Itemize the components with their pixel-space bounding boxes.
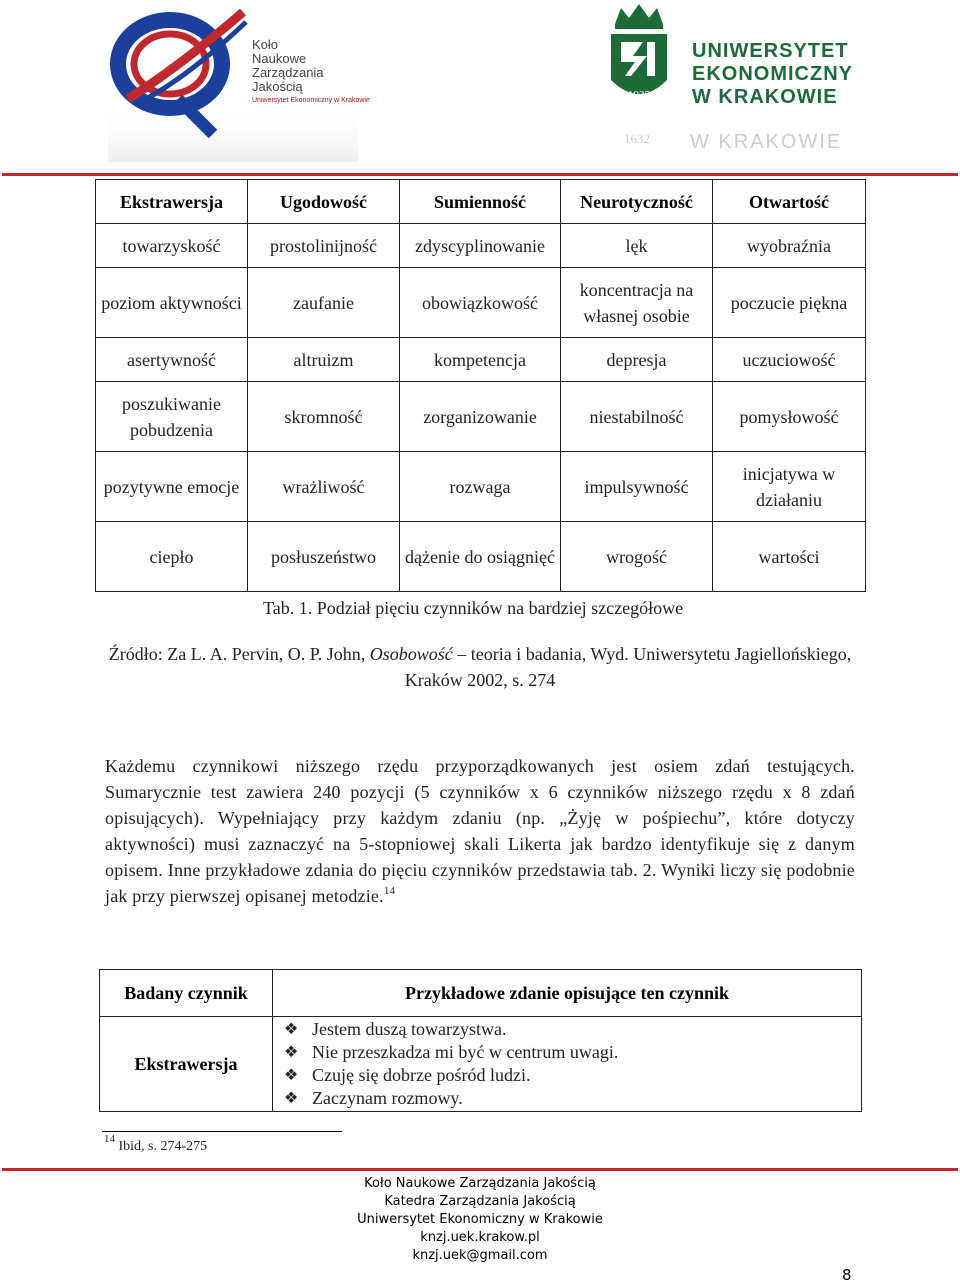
source-title: Osobowość — [369, 644, 453, 664]
diamond-bullet-icon: ❖ — [284, 1044, 299, 1061]
table-cell: inicjatywa w działaniu — [713, 452, 866, 522]
table-cell: towarzyskość — [96, 224, 248, 268]
footer-line: Uniwersytet Ekonomiczny w Krakowie — [357, 1212, 603, 1227]
svg-text:1925: 1925 — [628, 89, 650, 101]
diamond-bullet-icon: ❖ — [284, 1021, 299, 1038]
q-logo-sub: Uniwersytet Ekonomiczny w Krakowie — [252, 97, 370, 104]
footer-website[interactable]: knzj.uek.krakow.pl — [420, 1230, 540, 1245]
table-header-cell: Ekstrawersja — [96, 180, 248, 224]
table-cell: asertywność — [96, 338, 248, 382]
table-cell: posłuszeństwo — [248, 522, 400, 592]
list-item-text: Jestem duszą towarzystwa. — [312, 1019, 507, 1039]
table-cell: ciepło — [96, 522, 248, 592]
list-item-text: Czuję się dobrze pośród ludzi. — [312, 1065, 531, 1085]
list-item — [284, 1064, 860, 1087]
table-row — [96, 268, 866, 338]
footer-divider — [2, 1168, 958, 1171]
table-row — [96, 452, 866, 522]
table-cell: niestabilność — [561, 382, 713, 452]
table-row — [96, 522, 866, 592]
table-row — [100, 1017, 862, 1112]
factor-cell: Ekstrawersja — [100, 1017, 273, 1112]
table-cell: wartości — [713, 522, 866, 592]
q-logo-line: Zarządzania — [252, 65, 324, 80]
list-item — [284, 1087, 860, 1110]
table-cell: zorganizowanie — [400, 382, 561, 452]
factors-table — [95, 179, 866, 592]
table-cell: prostolinijność — [248, 224, 400, 268]
table-header-cell: Ugodowość — [248, 180, 400, 224]
page-number: 8 — [842, 1266, 852, 1284]
table-row — [96, 338, 866, 382]
q-logo-line: Koło — [252, 37, 279, 52]
table-cell: impulsywność — [561, 452, 713, 522]
uek-crest-icon — [603, 2, 675, 114]
table-cell: koncentracja na własnej osobie — [561, 268, 713, 338]
table-cell: skromność — [248, 382, 400, 452]
table-header-cell: Sumienność — [400, 180, 561, 224]
table-row — [96, 382, 866, 452]
source-prefix: Źródło: Za L. A. Pervin, O. P. John, — [108, 644, 370, 664]
table-header-cell: Otwartość — [713, 180, 866, 224]
table-cell: pomysłowość — [713, 382, 866, 452]
table-cell: rozwaga — [400, 452, 561, 522]
uek-name-line: W KRAKOWIE — [692, 86, 838, 108]
table-cell: altruizm — [248, 338, 400, 382]
list-item — [284, 1018, 860, 1041]
table-cell: wyobraźnia — [713, 224, 866, 268]
table-cell: dążenie do osiągnięć — [400, 522, 561, 592]
footnote — [104, 1133, 208, 1155]
q-logo-line: Naukowe — [252, 51, 307, 66]
page-footer — [300, 1175, 660, 1265]
table-header-row — [100, 970, 862, 1017]
table-cell: zaufanie — [248, 268, 400, 338]
footer-email[interactable]: knzj.uek@gmail.com — [412, 1248, 548, 1263]
table-cell: obowiązkowość — [400, 268, 561, 338]
header-divider — [2, 173, 958, 176]
uek-reflection: W KRAKOWIE — [690, 131, 843, 153]
page-header — [0, 0, 960, 172]
table-caption: Tab. 1. Podział pięciu czynników na bardziej szczegółowe — [263, 598, 684, 618]
source-suffix: – teoria i badania, Wyd. Uniwersytetu Jagiellońskiego, Kraków 2002, s. 274 — [404, 644, 852, 690]
example-sentences-table — [99, 969, 862, 1112]
sentence-list — [274, 1018, 860, 1110]
table-cell: uczuciowość — [713, 338, 866, 382]
footer-line: Koło Naukowe Zarządzania Jakością — [364, 1176, 596, 1191]
table-header-row — [96, 180, 866, 224]
table-header-cell: Neurotyczność — [561, 180, 713, 224]
footnote-ref[interactable]: 14 — [383, 885, 396, 897]
q-logo-line: Jakością — [252, 79, 303, 94]
table-cell: poczucie piękna — [713, 268, 866, 338]
table-row — [96, 224, 866, 268]
table-cell: poziom aktywności — [96, 268, 248, 338]
diamond-bullet-icon: ❖ — [284, 1090, 299, 1107]
footnote-text: Ibid, s. 274-275 — [118, 1139, 208, 1154]
uek-name — [692, 40, 853, 109]
table-header-cell: Badany czynnik — [100, 970, 273, 1017]
footnote-divider — [102, 1131, 342, 1132]
list-item — [284, 1041, 860, 1064]
diamond-bullet-icon: ❖ — [284, 1067, 299, 1084]
paragraph-text: Każdemu czynnikowi niższego rzędu przyporządkowanych jest osiem zdań testujących. Sumarycznie test zawiera 240 pozycji (5 czynników x 6 czynników niższego rzędu x 8 zdań opisujących). Wypełniający przy każdym zdaniu (np. „Żyję w pośpiechu”, które dotyczy aktywności) musi zaznaczyć na 5-stopniowej skali Likerta jak bardzo identyfikuje się z danym opisem. Inne przykładowe zdania do pięciu czynników przedstawia tab. 2. Wyniki liczy się podobnie jak przy pierwszej opisanej metodzie. — [105, 756, 855, 906]
table-cell: kompetencja — [400, 338, 561, 382]
footnote-number: 14 — [104, 1133, 115, 1145]
table-cell: poszukiwanie pobudzenia — [96, 382, 248, 452]
table-cell: wrażliwość — [248, 452, 400, 522]
uek-reflection-year: 1632 — [624, 131, 650, 146]
table-cell: wrogość — [561, 522, 713, 592]
list-item-text: Zaczynam rozmowy. — [312, 1088, 463, 1108]
table-cell: lęk — [561, 224, 713, 268]
source-note — [100, 641, 860, 693]
table-cell: depresja — [561, 338, 713, 382]
sentences-cell — [273, 1017, 862, 1112]
uek-name-line: EKONOMICZNY — [692, 63, 853, 85]
q-logo-text — [252, 38, 370, 104]
table-header-cell: Przykładowe zdanie opisujące ten czynnik — [273, 970, 862, 1017]
uek-name-line: UNIWERSYTET — [692, 40, 849, 62]
footer-line: Katedra Zarządzania Jakością — [384, 1194, 576, 1209]
table-cell: pozytywne emocje — [96, 452, 248, 522]
body-paragraph — [105, 753, 855, 909]
list-item-text: Nie przeszkadza mi być w centrum uwagi. — [312, 1042, 619, 1062]
table-cell: zdyscyplinowanie — [400, 224, 561, 268]
